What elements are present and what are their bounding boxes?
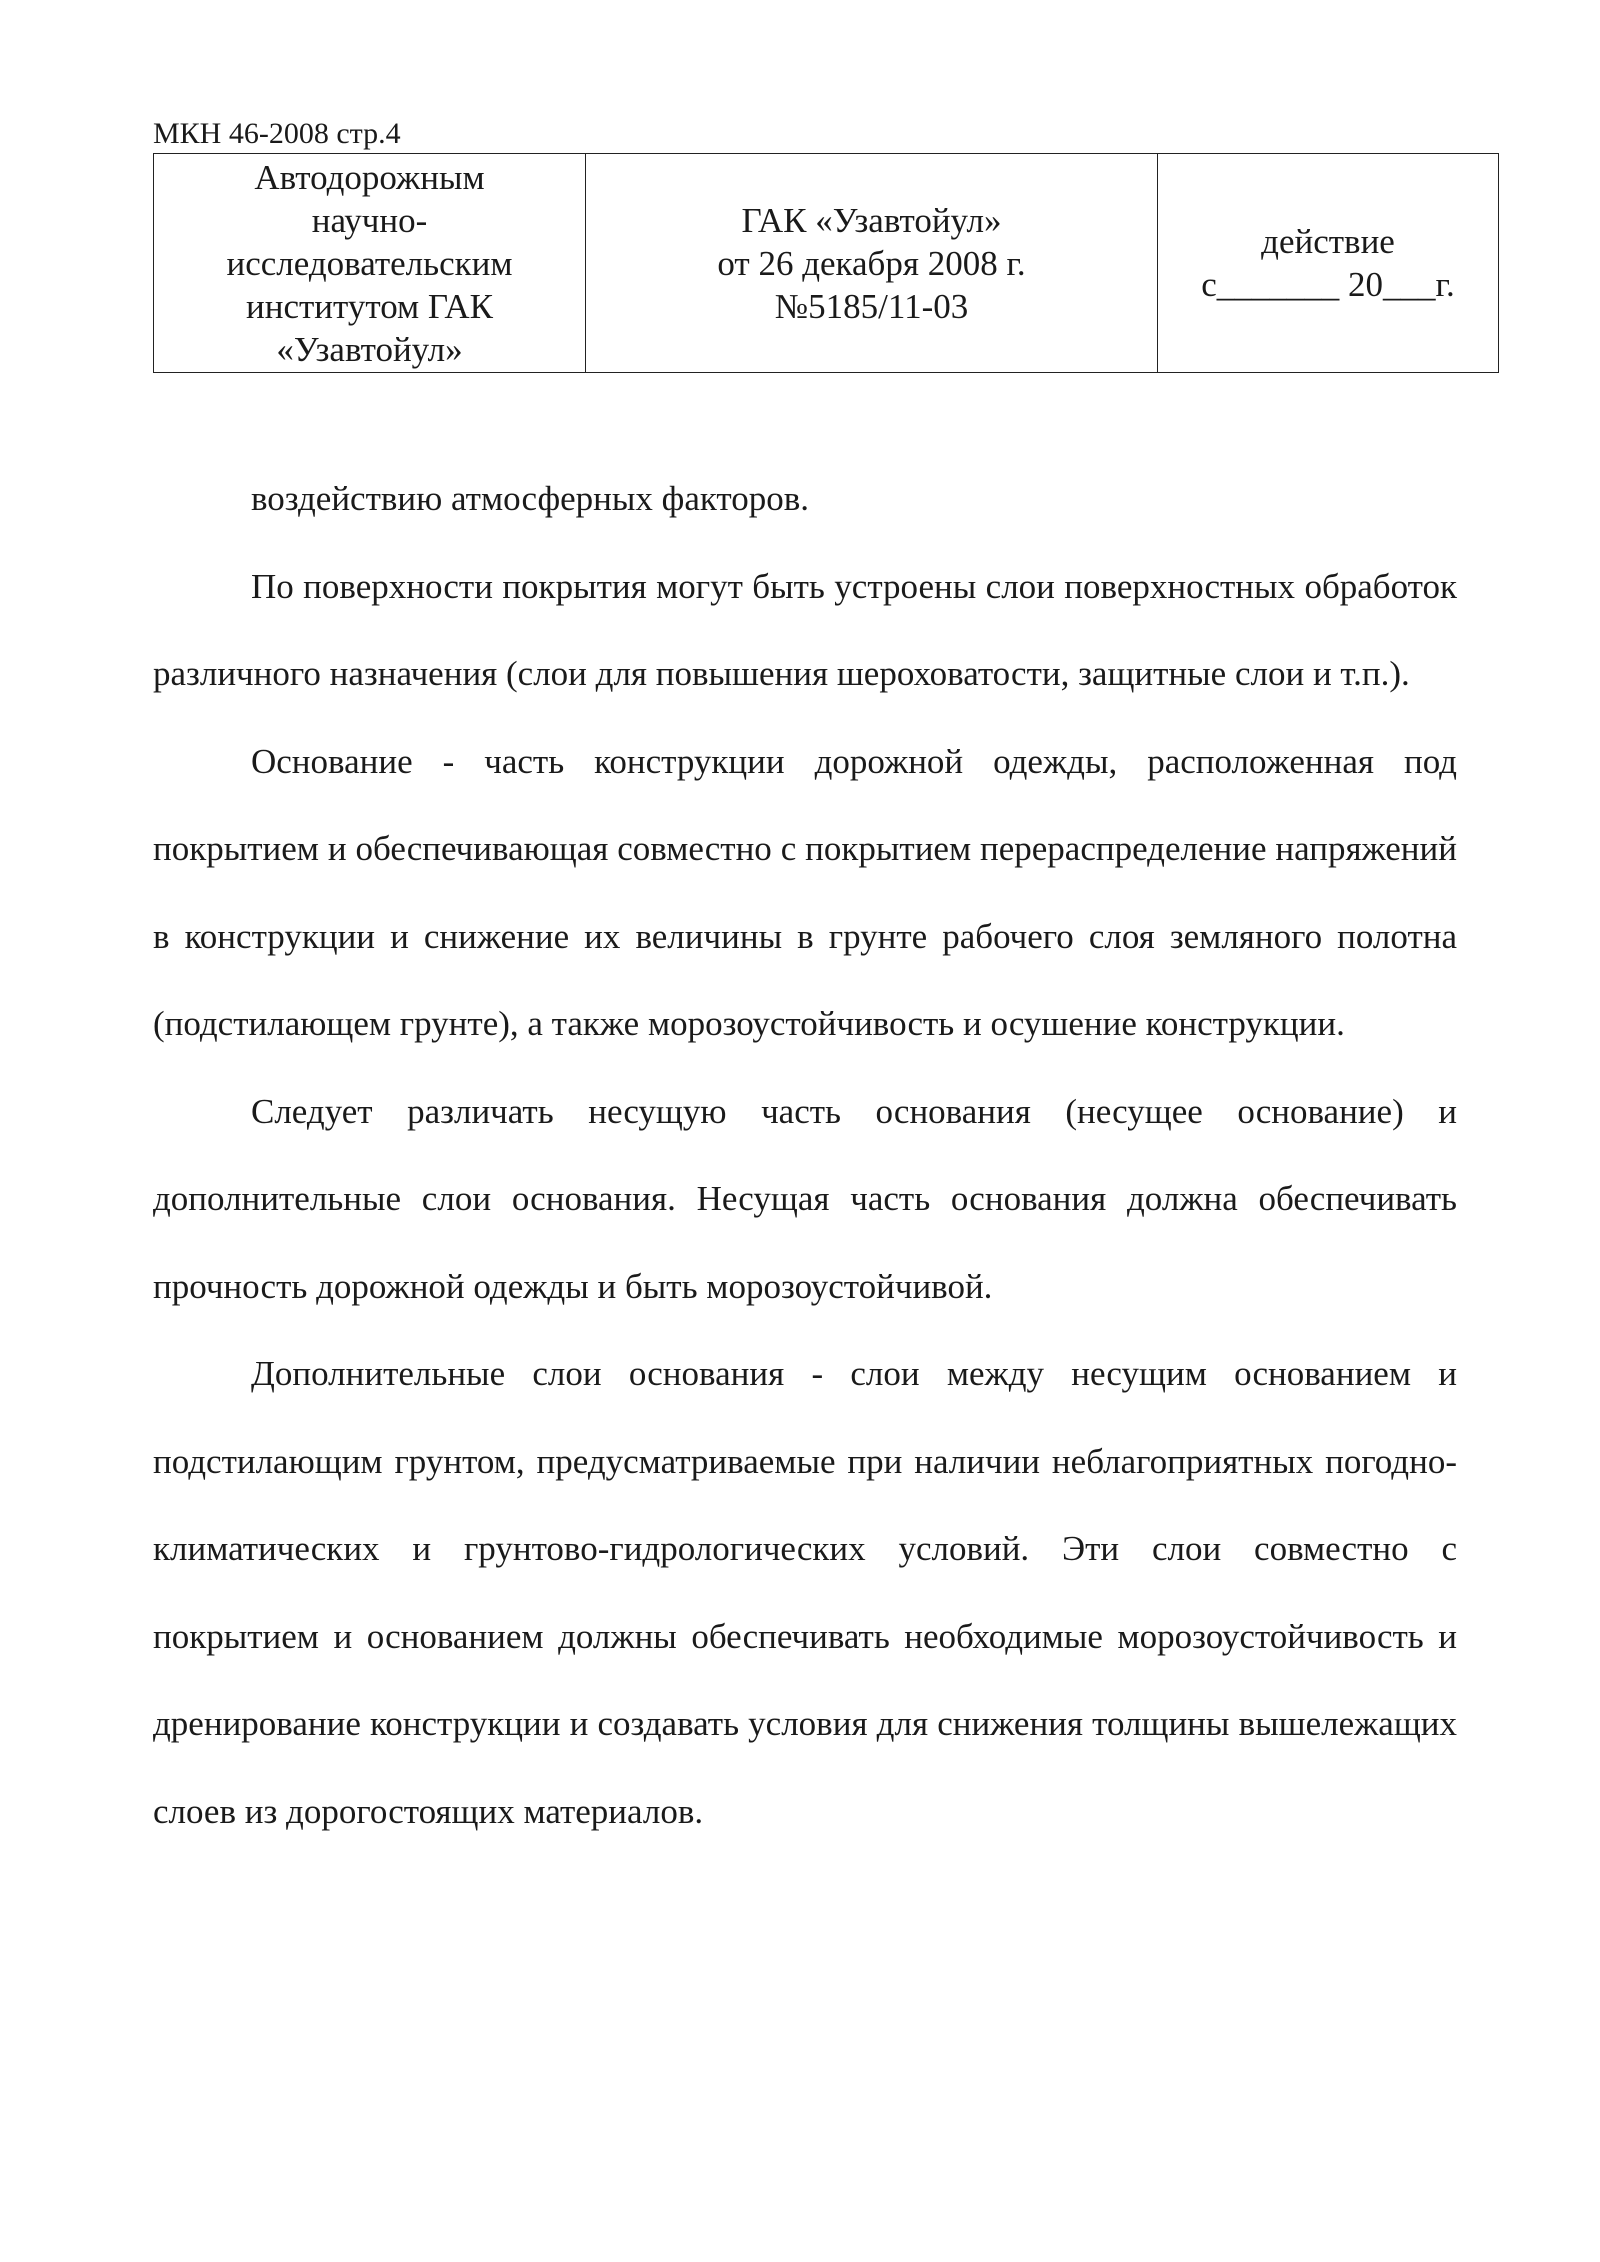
paragraph: Основание - часть конструкции дорожной одежды, расположенная под покрытием и обеспечивающая совместно с покрытием перераспределение напряжений в конструкции и снижение их величины в грунте рабочего слоя земляного полотна (подстилающем грунте), а также морозоустойчивость и осушение конструкции. — [153, 741, 1457, 1043]
effective-date-line: действие — [1261, 222, 1395, 261]
approved-by-line: институтом ГАК — [246, 286, 493, 326]
approval-order-line: №5185/11-03 — [774, 286, 969, 326]
page-header-doc-ref: МКН 46-2008 стр.4 — [153, 117, 401, 150]
paragraph: По поверхности покрытия могут быть устроены слои поверхностных обработок различного назначения (слои для повышения шероховатости, защитные слои и т.п.). — [153, 566, 1457, 693]
approval-order-line: от 26 декабря 2008 г. — [717, 243, 1026, 283]
effective-date-cell — [1158, 154, 1499, 373]
approval-order-line: ГАК «Узавтойул» — [741, 200, 1002, 240]
approval-table-row — [154, 154, 1499, 373]
approved-by-line: Автодорожным — [254, 157, 485, 197]
approval-order-cell — [586, 154, 1158, 373]
paragraph-continuation: воздействию атмосферных факторов. — [251, 479, 810, 518]
body-text — [153, 455, 1457, 1855]
paragraph: Следует различать несущую часть основания (несущее основание) и дополнительные слои основания. Несущая часть основания должна обеспечивать прочность дорожной одежды и быть морозоустойчивой. — [153, 1091, 1457, 1306]
approved-by-cell — [154, 154, 586, 373]
paragraph: Дополнительные слои основания - слои между несущим основанием и подстилающим грунтом, предусматриваемые при наличии неблагоприятных погодно-климатических и грунтово-гидрологических условий. Эти слои совместно с покрытием и основанием должны обеспечивать необходимые морозоустойчивость и дренирование конструкции и создавать условия для снижения толщины вышележащих слоев из дорогостоящих материалов. — [153, 1354, 1457, 1831]
approved-by-line: «Узавтойул» — [276, 329, 463, 369]
approved-by-line: исследовательским — [226, 243, 513, 283]
effective-date-line: с_______ 20___г. — [1201, 265, 1455, 304]
approved-by-line: научно- — [311, 200, 428, 240]
approval-table — [153, 153, 1499, 373]
